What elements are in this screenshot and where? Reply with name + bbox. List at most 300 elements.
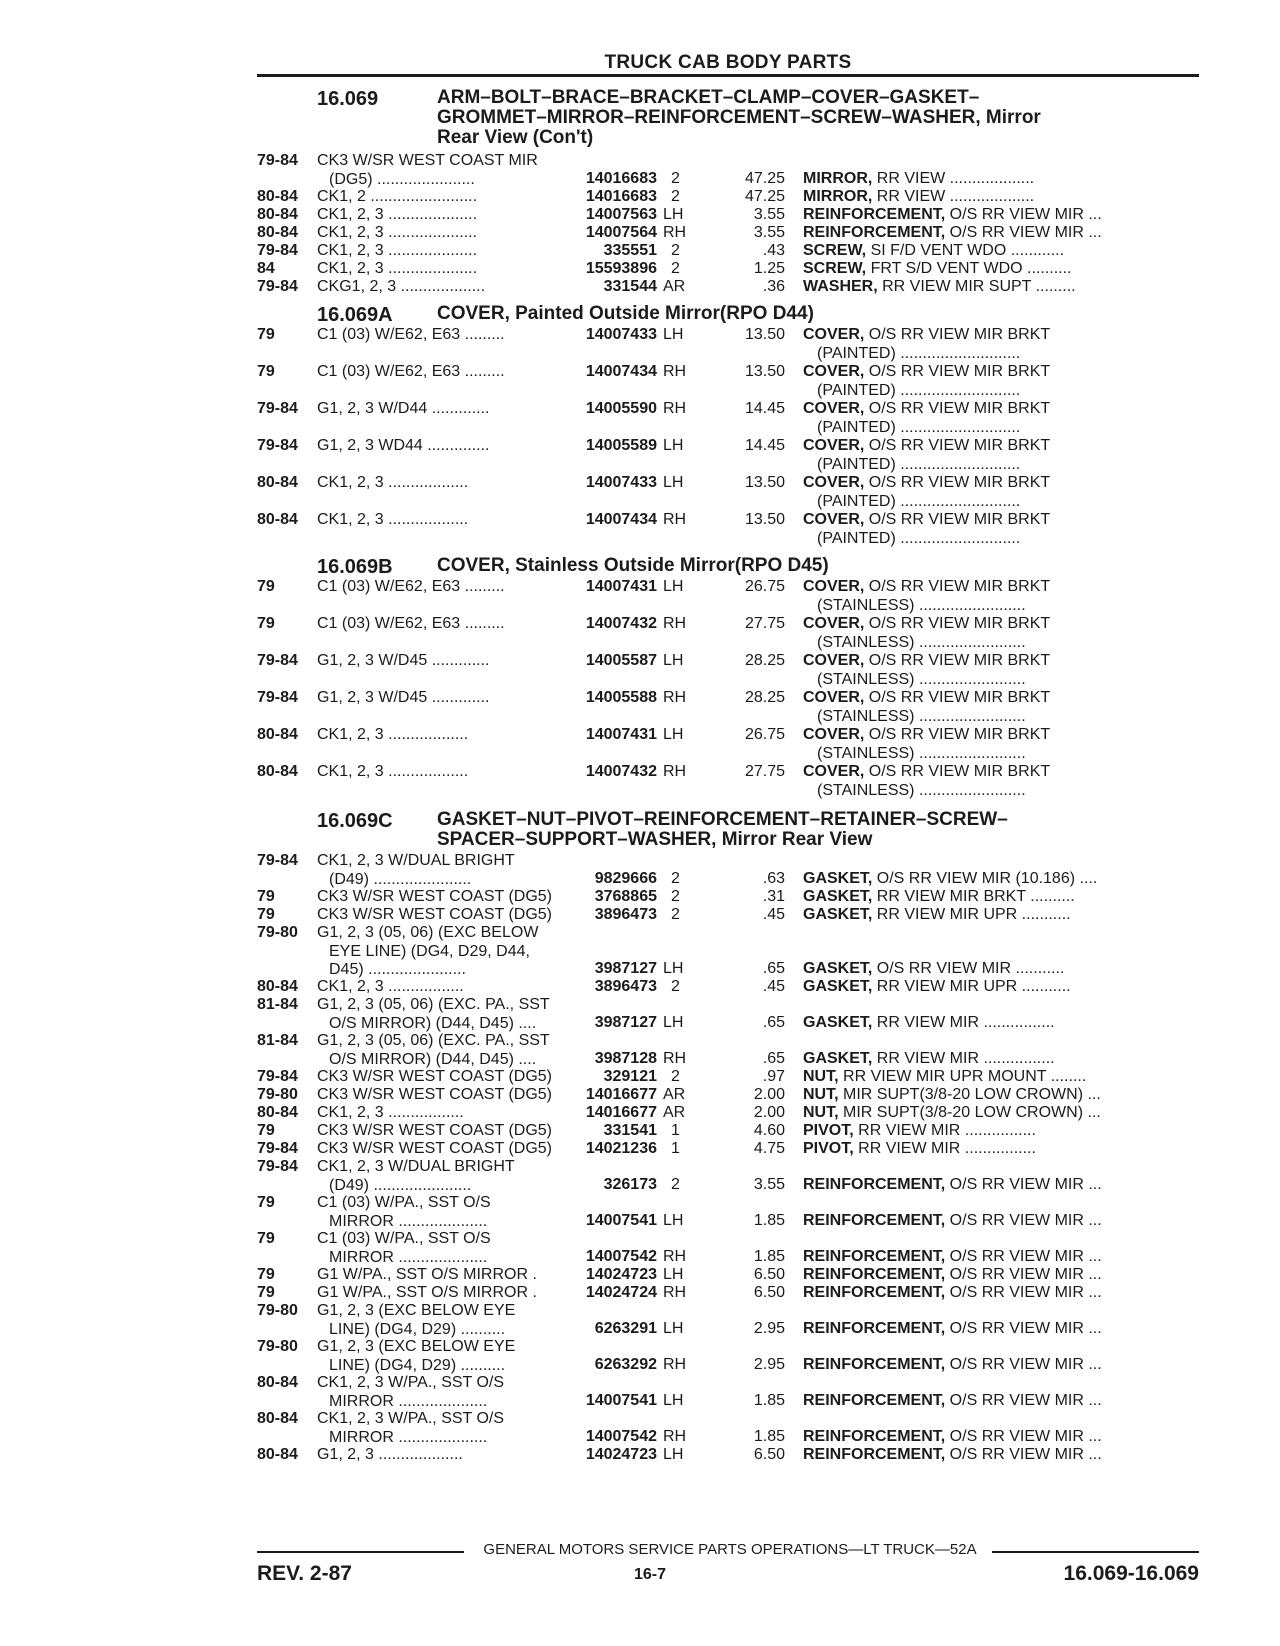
part-detail: O/S RR VIEW MIR BRKT xyxy=(864,652,1051,669)
model-year: 80-84 xyxy=(257,474,298,491)
part-detail: O/S RR VIEW MIR BRKT xyxy=(864,326,1051,343)
table-row xyxy=(257,578,1199,614)
model-line: CK1, 2, 3 .................. xyxy=(317,474,469,491)
quantity: 2 xyxy=(671,170,680,187)
model-year: 79-84 xyxy=(257,852,298,869)
price: 1.25 xyxy=(753,260,785,277)
section-title xyxy=(437,304,1199,324)
part-number: 6263291 xyxy=(594,1320,657,1337)
part-number: 3896473 xyxy=(594,906,657,923)
quantity: RH xyxy=(663,1248,687,1265)
part-description xyxy=(803,1320,1102,1339)
model-year: 79-80 xyxy=(257,924,298,941)
part-detail: O/S RR VIEW MIR BRKT xyxy=(864,400,1051,417)
model-line: MIRROR .................... xyxy=(329,1428,488,1446)
part-detail: O/S RR VIEW MIR ... xyxy=(945,1392,1102,1409)
table-row xyxy=(257,1086,1199,1104)
part-detail: O/S RR VIEW MIR ... xyxy=(945,224,1102,241)
table-row xyxy=(257,224,1199,242)
quantity: 1 xyxy=(671,1122,680,1139)
price: .45 xyxy=(762,906,785,923)
quantity: RH xyxy=(663,1428,687,1445)
part-detail: MIR SUPT(3/8-20 LOW CROWN) ... xyxy=(838,1104,1101,1121)
model-line: CK1, 2, 3 W/DUAL BRIGHT xyxy=(317,852,515,869)
quantity: RH xyxy=(663,1050,687,1067)
part-detail: O/S RR VIEW MIR BRKT xyxy=(864,511,1051,528)
section-heading xyxy=(257,304,1199,324)
table-row xyxy=(257,1068,1199,1086)
part-description xyxy=(803,689,1050,726)
model-line: G1, 2, 3 W/D45 ............. xyxy=(317,689,490,706)
quantity: RH xyxy=(663,224,687,241)
section-title xyxy=(437,810,1199,850)
part-detail: RR VIEW MIR SUPT ......... xyxy=(877,278,1076,295)
part-description xyxy=(803,1284,1102,1303)
part-finish: (PAINTED) ........................... xyxy=(817,344,1021,362)
quantity: 2 xyxy=(671,888,680,905)
price: 2.95 xyxy=(753,1320,785,1337)
table-row xyxy=(257,326,1199,362)
part-detail: RR VIEW ................... xyxy=(872,170,1035,187)
part-number: 14016677 xyxy=(585,1104,657,1121)
part-number: 14024723 xyxy=(585,1446,657,1463)
model-year: 79 xyxy=(257,615,275,632)
part-number: 3987127 xyxy=(594,960,657,977)
model-line: O/S MIRROR) (D44, D45) .... xyxy=(329,1050,537,1068)
part-name: REINFORCEMENT, xyxy=(803,1428,946,1445)
part-detail: O/S RR VIEW MIR ... xyxy=(945,1446,1102,1463)
model-line: G1, 2, 3 ................... xyxy=(317,1446,463,1463)
model-line: C1 (03) W/E62, E63 ......... xyxy=(317,578,505,595)
price: 27.75 xyxy=(744,615,785,632)
model-year: 79-84 xyxy=(257,242,298,259)
quantity: 2 xyxy=(671,1068,680,1085)
part-name: REINFORCEMENT, xyxy=(803,1392,946,1409)
section-heading xyxy=(257,556,1199,576)
quantity: LH xyxy=(663,1320,684,1337)
part-detail: RR VIEW MIR UPR MOUNT ........ xyxy=(838,1068,1087,1085)
model-year: 79 xyxy=(257,1194,275,1211)
part-name: MIRROR, xyxy=(803,188,873,205)
price: .43 xyxy=(762,242,785,259)
part-description xyxy=(803,763,1050,800)
part-description xyxy=(803,1266,1102,1285)
price: .65 xyxy=(762,1014,785,1031)
table-row xyxy=(257,1122,1199,1140)
quantity: LH xyxy=(663,726,684,743)
model-year: 80-84 xyxy=(257,188,298,205)
part-finish: (PAINTED) ........................... xyxy=(817,381,1021,399)
part-finish: (STAINLESS) ........................ xyxy=(817,633,1026,651)
revision-label: REV. 2-87 xyxy=(257,1562,352,1585)
quantity: RH xyxy=(663,689,687,706)
quantity: RH xyxy=(663,615,687,632)
part-number: 14007541 xyxy=(585,1212,657,1229)
part-detail: O/S RR VIEW MIR ... xyxy=(945,1284,1102,1301)
part-detail: RR VIEW MIR ................ xyxy=(853,1140,1036,1157)
price: 6.50 xyxy=(753,1446,785,1463)
part-detail: RR VIEW MIR UPR ........... xyxy=(872,906,1071,923)
model-line: C1 (03) W/PA., SST O/S xyxy=(317,1194,491,1211)
table-row xyxy=(257,260,1199,278)
part-name: COVER, xyxy=(803,474,865,491)
part-detail: O/S RR VIEW MIR BRKT xyxy=(864,474,1051,491)
quantity: 2 xyxy=(671,906,680,923)
part-number: 3987127 xyxy=(594,1014,657,1031)
model-year: 79-84 xyxy=(257,652,298,669)
price: 4.60 xyxy=(753,1122,785,1139)
table-row xyxy=(257,996,1199,1032)
part-finish: (STAINLESS) ........................ xyxy=(817,596,1026,614)
price: 3.55 xyxy=(753,206,785,223)
part-name: COVER, xyxy=(803,400,865,417)
part-detail: FRT S/D VENT WDO .......... xyxy=(866,260,1072,277)
quantity: 2 xyxy=(671,242,680,259)
model-line: O/S MIRROR) (D44, D45) .... xyxy=(329,1014,537,1032)
part-description xyxy=(803,170,1034,189)
model-line: G1 W/PA., SST O/S MIRROR . xyxy=(317,1266,537,1283)
model-year: 80-84 xyxy=(257,224,298,241)
part-description xyxy=(803,960,1064,979)
part-detail: O/S RR VIEW MIR BRKT xyxy=(864,689,1051,706)
table-row xyxy=(257,152,1199,188)
quantity: LH xyxy=(663,206,684,223)
part-description xyxy=(803,1104,1101,1123)
price: 14.45 xyxy=(744,437,785,454)
table-row xyxy=(257,888,1199,906)
part-number: 331541 xyxy=(603,1122,657,1139)
model-line: (D49) ...................... xyxy=(329,870,472,888)
table-row xyxy=(257,652,1199,688)
price: 28.25 xyxy=(744,652,785,669)
part-description xyxy=(803,888,1075,907)
price: 1.85 xyxy=(753,1428,785,1445)
model-line: G1, 2, 3 (EXC BELOW EYE xyxy=(317,1302,516,1319)
price: 28.25 xyxy=(744,689,785,706)
part-description xyxy=(803,1086,1101,1105)
model-year: 80-84 xyxy=(257,726,298,743)
part-name: GASKET, xyxy=(803,1014,873,1031)
part-name: REINFORCEMENT, xyxy=(803,1446,946,1463)
section-title-line: GROMMET–MIRROR–REINFORCEMENT–SCREW–WASHER, Mirror xyxy=(437,107,1041,128)
part-name: REINFORCEMENT, xyxy=(803,1212,946,1229)
parts-rows xyxy=(257,326,1199,547)
model-line: MIRROR .................... xyxy=(329,1392,488,1410)
header-rule xyxy=(257,74,1199,77)
table-row xyxy=(257,978,1199,996)
section-title-line: COVER, Stainless Outside Mirror(RPO D45) xyxy=(437,555,829,576)
table-row xyxy=(257,1104,1199,1122)
quantity: LH xyxy=(663,1014,684,1031)
price: 26.75 xyxy=(744,726,785,743)
section-title-line: COVER, Painted Outside Mirror(RPO D44) xyxy=(437,303,814,324)
table-row xyxy=(257,1140,1199,1158)
part-name: NUT, xyxy=(803,1068,839,1085)
part-name: REINFORCEMENT, xyxy=(803,1356,946,1373)
section-number: 16.069C xyxy=(317,810,393,832)
part-name: MIRROR, xyxy=(803,170,873,187)
quantity: 2 xyxy=(671,188,680,205)
model-line: C1 (03) W/E62, E63 ......... xyxy=(317,615,505,632)
table-row xyxy=(257,1446,1199,1464)
table-row xyxy=(257,400,1199,436)
part-description xyxy=(803,1248,1102,1267)
price: 13.50 xyxy=(744,474,785,491)
model-line: G1, 2, 3 W/D45 ............. xyxy=(317,652,490,669)
part-detail: RR VIEW MIR ................ xyxy=(853,1122,1036,1139)
table-row xyxy=(257,363,1199,399)
part-detail: O/S RR VIEW MIR BRKT xyxy=(864,363,1051,380)
footer-rule-right xyxy=(992,1551,1199,1553)
table-row xyxy=(257,1374,1199,1410)
part-number: 14007431 xyxy=(585,578,657,595)
part-finish: (STAINLESS) ........................ xyxy=(817,707,1026,725)
part-number: 14007542 xyxy=(585,1248,657,1265)
part-description xyxy=(803,1428,1102,1447)
part-description xyxy=(803,206,1102,225)
section-title-line: SPACER–SUPPORT–WASHER, Mirror Rear View xyxy=(437,829,873,850)
part-detail: O/S RR VIEW MIR ... xyxy=(945,1212,1102,1229)
part-detail: RR VIEW MIR ................ xyxy=(872,1050,1055,1067)
part-number: 3987128 xyxy=(594,1050,657,1067)
quantity: LH xyxy=(663,652,684,669)
part-name: COVER, xyxy=(803,763,865,780)
part-name: COVER, xyxy=(803,726,865,743)
quantity: 2 xyxy=(671,1176,680,1193)
part-number: 14005587 xyxy=(585,652,657,669)
parts-section xyxy=(257,810,1199,1464)
part-description xyxy=(803,188,1034,207)
model-year: 79-80 xyxy=(257,1302,298,1319)
price: .31 xyxy=(762,888,785,905)
part-name: COVER, xyxy=(803,578,865,595)
price: 13.50 xyxy=(744,511,785,528)
table-row xyxy=(257,763,1199,799)
part-number: 14007431 xyxy=(585,726,657,743)
model-year: 79 xyxy=(257,1266,275,1283)
part-description xyxy=(803,1356,1102,1375)
model-year: 79-80 xyxy=(257,1338,298,1355)
price: 13.50 xyxy=(744,326,785,343)
price: .65 xyxy=(762,1050,785,1067)
part-detail: RR VIEW MIR ................ xyxy=(872,1014,1055,1031)
model-year: 79 xyxy=(257,906,275,923)
model-year: 80-84 xyxy=(257,978,298,995)
model-line: CK3 W/SR WEST COAST (DG5) xyxy=(317,1140,552,1157)
table-row xyxy=(257,278,1199,296)
quantity: AR xyxy=(663,278,686,295)
model-year: 80-84 xyxy=(257,1104,298,1121)
price: .63 xyxy=(762,870,785,887)
part-number: 14016683 xyxy=(585,188,657,205)
part-description xyxy=(803,1392,1102,1411)
model-line: CK3 W/SR WEST COAST (DG5) xyxy=(317,888,552,905)
part-name: NUT, xyxy=(803,1104,839,1121)
part-name: COVER, xyxy=(803,437,865,454)
part-number: 14007433 xyxy=(585,474,657,491)
table-row xyxy=(257,206,1199,224)
part-name: REINFORCEMENT, xyxy=(803,1176,946,1193)
quantity: 2 xyxy=(671,870,680,887)
quantity: LH xyxy=(663,1266,684,1283)
table-row xyxy=(257,1410,1199,1446)
part-name: GASKET, xyxy=(803,888,873,905)
part-name: REINFORCEMENT, xyxy=(803,1266,946,1283)
model-line: EYE LINE) (DG4, D29, D44, xyxy=(329,942,530,960)
table-row xyxy=(257,437,1199,473)
part-number: 9829666 xyxy=(594,870,657,887)
model-year: 79 xyxy=(257,888,275,905)
quantity: LH xyxy=(663,960,684,977)
part-name: WASHER, xyxy=(803,278,878,295)
section-title-line: Rear View (Con't) xyxy=(437,127,594,148)
part-number: 14007434 xyxy=(585,363,657,380)
part-number: 6263292 xyxy=(594,1356,657,1373)
part-name: SCREW, xyxy=(803,242,867,259)
quantity: 2 xyxy=(671,978,680,995)
part-number: 14007564 xyxy=(585,224,657,241)
quantity: RH xyxy=(663,400,687,417)
model-year: 80-84 xyxy=(257,1410,298,1427)
price: 6.50 xyxy=(753,1284,785,1301)
part-name: PIVOT, xyxy=(803,1140,854,1157)
part-name: GASKET, xyxy=(803,870,873,887)
model-line: G1, 2, 3 (05, 06) (EXC. PA., SST xyxy=(317,996,550,1013)
part-detail: RR VIEW ................... xyxy=(872,188,1035,205)
quantity: LH xyxy=(663,437,684,454)
part-name: NUT, xyxy=(803,1086,839,1103)
model-year: 79-84 xyxy=(257,1140,298,1157)
footer-rule-left xyxy=(257,1551,464,1553)
quantity: RH xyxy=(663,1284,687,1301)
part-description xyxy=(803,278,1076,297)
table-row xyxy=(257,1194,1199,1230)
part-description xyxy=(803,1446,1102,1465)
price: 3.55 xyxy=(753,224,785,241)
price: .45 xyxy=(762,978,785,995)
table-row xyxy=(257,242,1199,260)
part-number: 14007542 xyxy=(585,1428,657,1445)
model-year: 79-84 xyxy=(257,437,298,454)
price: 1.85 xyxy=(753,1212,785,1229)
part-description xyxy=(803,400,1050,437)
part-finish: (PAINTED) ........................... xyxy=(817,418,1021,436)
table-row xyxy=(257,924,1199,978)
part-name: COVER, xyxy=(803,615,865,632)
model-line: MIRROR .................... xyxy=(329,1248,488,1266)
model-year: 79-84 xyxy=(257,1068,298,1085)
parts-rows xyxy=(257,578,1199,799)
part-description xyxy=(803,578,1050,615)
part-finish: (STAINLESS) ........................ xyxy=(817,670,1026,688)
price: 26.75 xyxy=(744,578,785,595)
section-title xyxy=(437,88,1199,148)
part-number: 14007541 xyxy=(585,1392,657,1409)
model-line: LINE) (DG4, D29) .......... xyxy=(329,1320,506,1338)
part-name: GASKET, xyxy=(803,978,873,995)
table-row xyxy=(257,689,1199,725)
model-line: CK1, 2, 3 .................... xyxy=(317,242,478,259)
model-year: 79-84 xyxy=(257,278,298,295)
part-detail: O/S RR VIEW MIR ... xyxy=(945,1266,1102,1283)
section-range: 16.069-16.069 xyxy=(1063,1562,1199,1585)
section-number: 16.069B xyxy=(317,556,393,578)
model-line: CK1, 2, 3 ................. xyxy=(317,1104,464,1121)
part-description xyxy=(803,1014,1055,1033)
section-number: 16.069A xyxy=(317,304,393,326)
table-row xyxy=(257,852,1199,888)
model-year: 79-84 xyxy=(257,400,298,417)
part-description xyxy=(803,726,1050,763)
model-line: CK1, 2, 3 W/PA., SST O/S xyxy=(317,1410,505,1427)
part-detail: O/S RR VIEW MIR BRKT xyxy=(864,726,1051,743)
model-line: CK1, 2 ........................ xyxy=(317,188,478,205)
model-year: 79-84 xyxy=(257,689,298,706)
part-number: 14005590 xyxy=(585,400,657,417)
part-description xyxy=(803,511,1050,548)
page-number: 16-7 xyxy=(633,1566,667,1583)
part-detail: O/S RR VIEW MIR ... xyxy=(945,1428,1102,1445)
price: 13.50 xyxy=(744,363,785,380)
model-year: 80-84 xyxy=(257,763,298,780)
model-line: CK3 W/SR WEST COAST (DG5) xyxy=(317,1068,552,1085)
model-line: CK1, 2, 3 .................... xyxy=(317,224,478,241)
part-number: 14007432 xyxy=(585,615,657,632)
part-finish: (PAINTED) ........................... xyxy=(817,529,1021,547)
model-year: 79 xyxy=(257,1284,275,1301)
part-name: REINFORCEMENT, xyxy=(803,1284,946,1301)
model-line: (D49) ...................... xyxy=(329,1176,472,1194)
part-name: REINFORCEMENT, xyxy=(803,1248,946,1265)
model-year: 79-84 xyxy=(257,1158,298,1175)
parts-section xyxy=(257,304,1199,548)
part-description xyxy=(803,1122,1036,1141)
section-number: 16.069 xyxy=(317,88,379,110)
part-name: REINFORCEMENT, xyxy=(803,206,946,223)
quantity: 1 xyxy=(671,1140,680,1157)
parts-rows xyxy=(257,852,1199,1464)
model-year: 79-84 xyxy=(257,152,298,169)
model-line: CK1, 2, 3 W/PA., SST O/S xyxy=(317,1374,505,1391)
model-year: 81-84 xyxy=(257,1032,298,1049)
part-detail: O/S RR VIEW MIR ... xyxy=(945,1320,1102,1337)
price: .97 xyxy=(762,1068,785,1085)
model-line: CK1, 2, 3 W/DUAL BRIGHT xyxy=(317,1158,515,1175)
price: 2.95 xyxy=(753,1356,785,1373)
table-row xyxy=(257,1266,1199,1284)
quantity: 2 xyxy=(671,260,680,277)
model-line: CK1, 2, 3 .................. xyxy=(317,763,469,780)
price: .65 xyxy=(762,960,785,977)
model-line: (DG5) ...................... xyxy=(329,170,475,188)
part-number: 14024723 xyxy=(585,1266,657,1283)
model-year: 80-84 xyxy=(257,1374,298,1391)
price: 1.85 xyxy=(753,1248,785,1265)
model-line: LINE) (DG4, D29) .......... xyxy=(329,1356,506,1374)
model-line: CK3 W/SR WEST COAST MIR xyxy=(317,152,538,169)
part-finish: (PAINTED) ........................... xyxy=(817,492,1021,510)
part-name: REINFORCEMENT, xyxy=(803,1320,946,1337)
part-description xyxy=(803,242,1064,261)
quantity: LH xyxy=(663,578,684,595)
model-line: C1 (03) W/E62, E63 ......... xyxy=(317,363,505,380)
part-detail: RR VIEW MIR BRKT .......... xyxy=(872,888,1075,905)
model-line: CKG1, 2, 3 ................... xyxy=(317,278,486,295)
model-year: 80-84 xyxy=(257,206,298,223)
section-heading xyxy=(257,810,1199,850)
quantity: RH xyxy=(663,1356,687,1373)
part-description xyxy=(803,906,1071,925)
